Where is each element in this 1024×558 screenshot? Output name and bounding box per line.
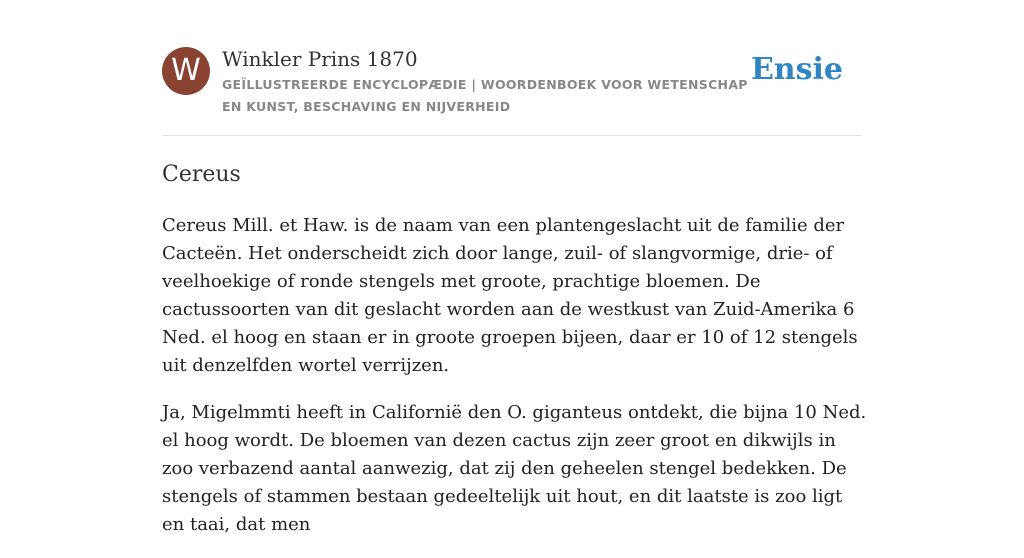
entry-paragraph: Cereus Mill. et Haw. is de naam van een plantengeslacht uit de familie der Cacteën. Het onderscheidt zich door lange, zuil- of slangvormige, drie- of veelhoekige of ronde stengels met groote, prachtige bloemen. De cactussoorten van dit geslacht worden aan de westkust van Zuid-Amerika 6 Ned. el hoog en staan er in groote groepen bijeen, daar er 10 of 12 stengels uit denzelfden wortel verrijzen.: [162, 215, 858, 376]
header-divider: [162, 135, 862, 136]
ensie-logo[interactable]: Ensie: [750, 52, 843, 87]
source-title[interactable]: Winkler Prins 1870: [222, 47, 418, 71]
entry-body: [162, 212, 867, 558]
source-avatar[interactable]: W: [162, 47, 210, 95]
source-subtitle: GEÏLLUSTREERDE ENCYCLOPÆDIE | WOORDENBOEK VOOR WETENSCHAP EN KUNST, BESCHAVING EN NIJVERHEID: [222, 77, 748, 114]
source-header: [162, 44, 862, 135]
entry-paragraph: Ja, Migelmmti heeft in Californië den O. giganteus ontdekt, die bijna 10 Ned. el hoog wordt. De bloemen van dezen cactus zijn zeer groot en dikwijls in zoo verbazend aantal aanwezig, dat zij den geheelen stengel bedekken. De stengels of stammen bestaan gedeeltelijk uit hout, en dit laatste is zoo ligt en taai, dat men: [162, 402, 867, 535]
entry-title: Cereus: [162, 162, 241, 187]
